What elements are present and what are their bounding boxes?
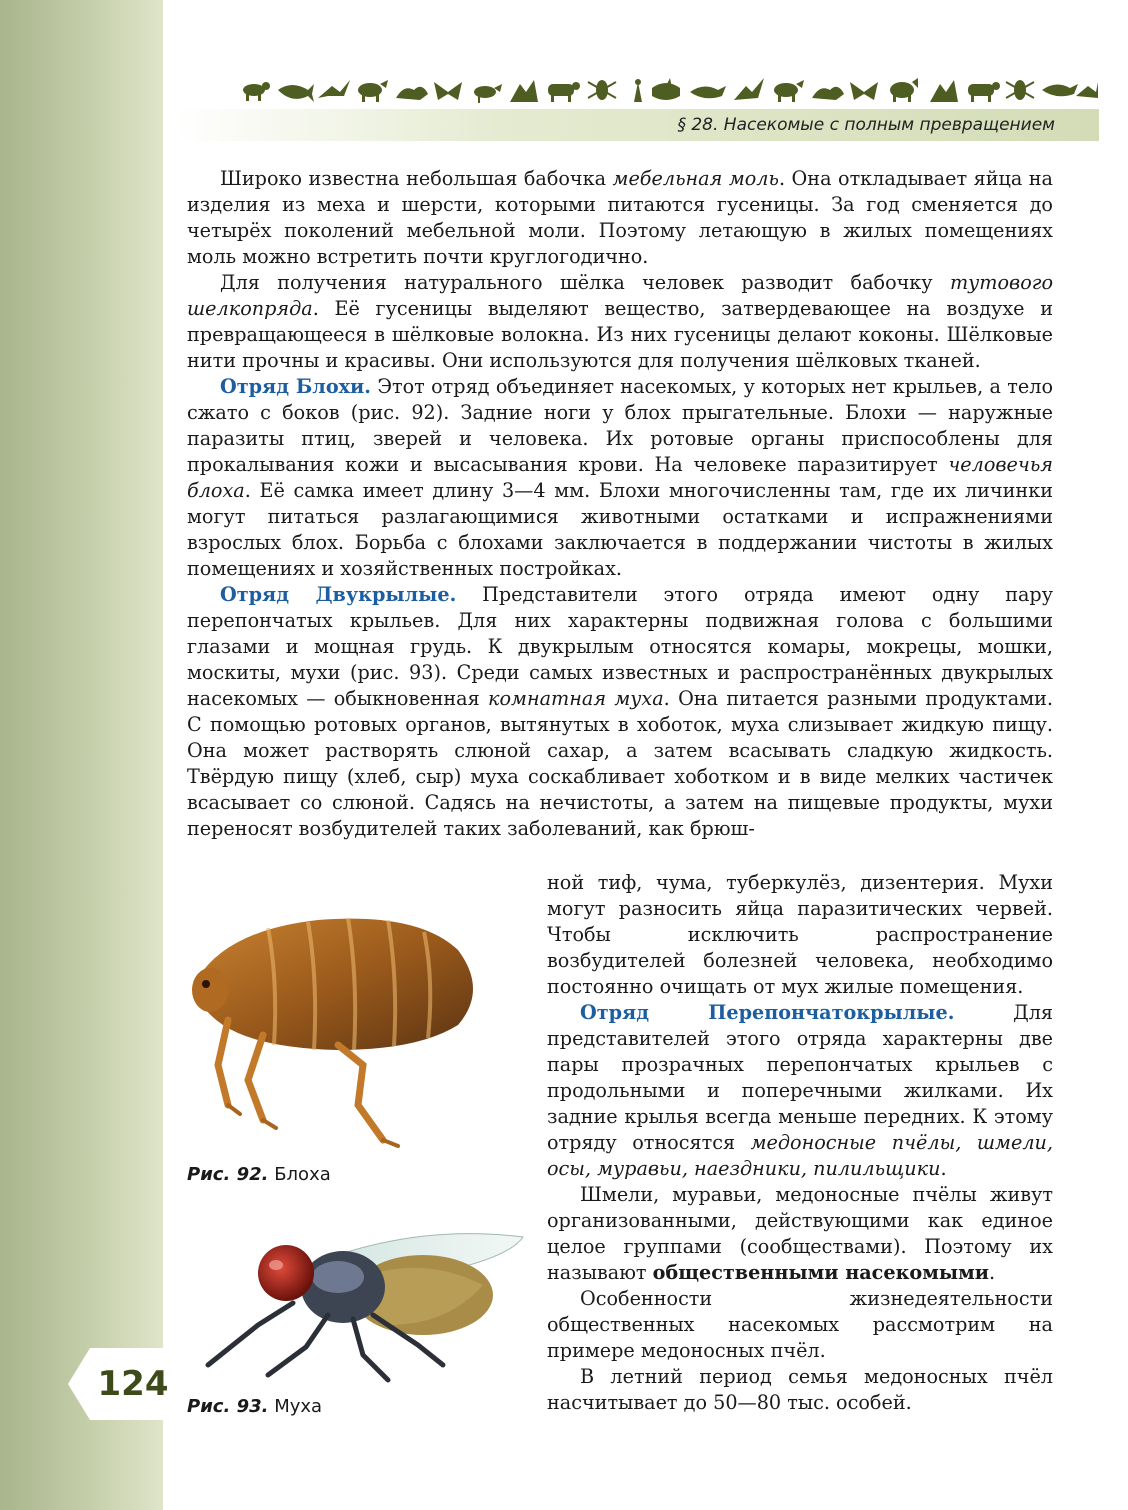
page-side-bar: [0, 0, 163, 1510]
order-heading-fleas: Отряд Блохи.: [220, 375, 371, 398]
fly-illustration: [188, 1215, 528, 1385]
running-header: [175, 109, 1099, 141]
flea-illustration: [188, 900, 488, 1150]
figure-92-caption: [187, 1164, 331, 1185]
main-text: [187, 166, 1053, 842]
paragraph-summer: В летний период семья медоносных пчёл насчитывает до 50—80 тыс. особей.: [547, 1365, 1053, 1414]
page-number-badge: [68, 1348, 178, 1420]
paragraph-features: Особенности жизнедеятельности общественных насекомых рассмотрим на примере медоносных пчёл.: [547, 1287, 1053, 1362]
figure-93-name: Муха: [274, 1396, 323, 1417]
paragraph-fleas: Отряд Блохи. Этот отряд объединяет насекомых, у которых нет крыльев, а тело сжато с боков (рис. 92). Задние ноги у блох прыгательные. Блохи — наружные паразиты птиц, зверей и человека. Их ротовые органы приспособлены для прокалывания кожи и высасывания крови. На человеке паразитирует человечья блоха. Её самка имеет длину 3—4 мм. Блохи многочисленны там, где их личинки могут питаться разлагающимися животными остатками и испражнениями взрослых блох. Борьба с блохами заключается в поддержании чистоты в жилых помещениях и хозяйственных постройках.: [187, 375, 1053, 580]
animal-silhouettes-strip: [238, 74, 1098, 104]
paragraph-hymenoptera: Отряд Перепончатокрылые. Для представителей этого отряда характерны две пары прозрачных перепончатых крыльев с продольными и поперечными жилками. Их задние крылья всегда меньше передних. К этому отряду относятся медоносные пчёлы, шмели, осы, муравьи, наездники, пилильщики.: [547, 1001, 1053, 1180]
order-heading-diptera: Отряд Двукрылые.: [220, 583, 457, 606]
paragraph-diptera-continued: ной тиф, чума, туберкулёз, дизентерия. Мухи могут разносить яйца паразитических червей. Чтобы исключить распространение возбудителей болезней человека, необходимо постоянно очищать от мух жилые помещения.: [547, 871, 1053, 998]
page-number: 124: [97, 1364, 169, 1404]
term-social-insects: общественными насекомыми: [652, 1261, 990, 1284]
paragraph-social-insects: Шмели, муравьи, медоносные пчёлы живут организованными, действующими как единое целое группами (сообществами). Поэтому их называют общественными насекомыми.: [547, 1183, 1053, 1284]
paragraph-moth: Широко известна небольшая бабочка мебельная моль. Она откладывает яйца на изделия из меха и шерсти, которыми питаются гусеницы. За год сменяется до четырёх поколений мебельной моли. Поэтому летающую в жилых помещениях моль можно встретить почти круглогодично.: [187, 167, 1053, 268]
right-column-text: [547, 870, 1053, 1416]
paragraph-diptera: Отряд Двукрылые. Представители этого отряда имеют одну пару перепончатых крыльев. Для них характерны подвижная голова с большими глазами и мощная грудь. К двукрылым относятся комары, мокрецы, мошки, москиты, мухи (рис. 93). Среди самых известных и распространённых двукрылых насекомых — обыкновенная комнатная муха. Она питается разными продуктами. С помощью ротовых органов, вытянутых в хоботок, муха слизывает жидкую пищу. Она может растворять слюной сахар, а затем всасывать сладкую жидкость. Твёрдую пищу (хлеб, сыр) муха соскабливает хоботком и в виде мелких частичек всасывает со слюной. Садясь на нечистоты, а затем на пищевые продукты, мухи переносят возбудителей таких заболеваний, как брюш-: [187, 583, 1054, 840]
figure-92-label: Рис. 92.: [187, 1164, 269, 1185]
figure-93-caption: [187, 1396, 322, 1417]
figure-92-name: Блоха: [274, 1164, 331, 1185]
figure-93-label: Рис. 93.: [187, 1396, 269, 1417]
order-heading-hymenoptera: Отряд Перепончатокрылые.: [580, 1001, 955, 1024]
section-title: § 28. Насекомые с полным превращением: [677, 115, 1055, 135]
paragraph-silk: Для получения натурального шёлка человек разводит бабочку тутового шелкопряда. Её гусеницы выделяют вещество, затвердевающее на воздухе и превращающееся в шёлковые волокна. Из них гусеницы делают коконы. Шёлковые нити прочны и красивы. Они используются для получения шёлковых тканей.: [187, 271, 1053, 372]
